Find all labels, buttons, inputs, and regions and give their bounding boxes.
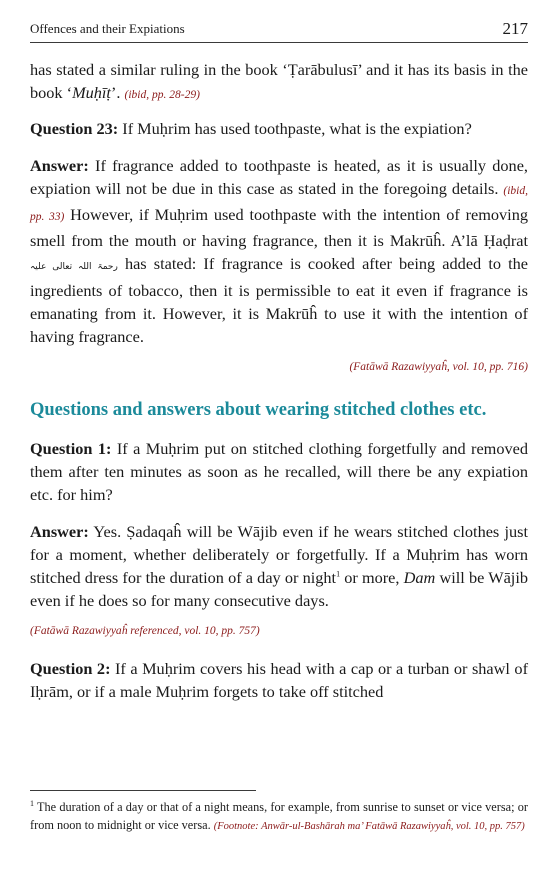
citation: (Fatāwā Razawiyyaĥ referenced, vol. 10, pp. 757)	[30, 625, 260, 637]
answer-1	[30, 520, 528, 612]
answer-text: Yes. Ṣadaqaĥ will be Wājib even if he wears stitched clothes just for a moment, whether deliberately or forgetfully. If a Muḥrim has worn stitched dress for the duration of a day or night	[30, 522, 528, 587]
answer-text: or more,	[340, 568, 404, 587]
continued-text: has stated a similar ruling in the book ‘Ṭarābulusī’ and it has its basis in the book ‘	[30, 60, 528, 102]
answer-text: will be Wājib even if he does so for many consecutive days.	[30, 568, 528, 610]
footnote-divider	[30, 790, 256, 791]
running-header	[30, 16, 528, 43]
question-text: If a Muḥrim put on stitched clothing forgetfully and removed them after ten minutes as soon as he recalled, will there be any expiation etc. for him?	[30, 439, 528, 504]
answer-23	[30, 154, 528, 348]
page-number: 217	[502, 19, 528, 38]
section-heading: Questions and answers about wearing stitched clothes etc.	[30, 400, 487, 420]
footnote-reference[interactable]: 1	[336, 569, 341, 579]
continued-paragraph	[30, 58, 528, 107]
book-title-italic: Muḥīṭ	[72, 83, 111, 102]
inline-source: (ibid, pp. 28-29)	[124, 89, 200, 101]
question-text: If Muḥrim has used toothpaste, what is the expiation?	[118, 119, 472, 138]
footnote-text: The duration of a day or that of a night means, for example, from sunrise to sunset or vice versa; or from noon to midnight or vice versa.	[30, 800, 528, 832]
citation: (Fatāwā Razawiyyaĥ, vol. 10, pp. 716)	[349, 361, 528, 373]
running-title: Offences and their Expiations	[30, 21, 185, 36]
question-label: Question 1:	[30, 439, 112, 458]
answer-label: Answer:	[30, 522, 89, 541]
footnote-source: (Footnote: Anwār-ul-Bashārah ma’ Fatāwā Razawiyyaĥ, vol. 10, pp. 757)	[213, 821, 525, 832]
answer-text: has stated: If fragrance is cooked after being added to the ingredients of tobacco, then it is permissible to eat it even if fragrance is emanating from it. However, it is Makrūĥ to use it with the intention of having fragrance.	[30, 254, 528, 346]
question-label: Question 23:	[30, 119, 119, 138]
arabic-honorific: رحمۃ اللہ تعالی علیہ	[30, 262, 118, 272]
inline-source: (ibid, pp. 33)	[30, 185, 528, 223]
footnote-marker: 1	[30, 798, 34, 808]
question-2	[30, 657, 528, 703]
footnote	[30, 798, 528, 836]
question-text: If a Muḥrim covers his head with a cap or a turban or shawl of Iḥrām, or if a male Muḥrim forgets to take off stitched	[30, 659, 528, 701]
answer-label: Answer:	[30, 156, 89, 175]
question-label: Question 2:	[30, 659, 111, 678]
question-1	[30, 437, 528, 506]
question-23	[30, 117, 528, 140]
answer-text: However, if Muḥrim used toothpaste with the intention of removing smell from the mouth or having fragrance, then it is Makrūĥ. A’lā Ḥaḍrat	[30, 205, 528, 250]
term-italic: Dam	[403, 568, 436, 587]
continued-text-after: ’.	[110, 83, 125, 102]
answer-text: If fragrance added to toothpaste is heated, as it is usually done, expiation will not be due in this case as stated in the foregoing details.	[30, 156, 528, 198]
page-body	[30, 58, 528, 717]
